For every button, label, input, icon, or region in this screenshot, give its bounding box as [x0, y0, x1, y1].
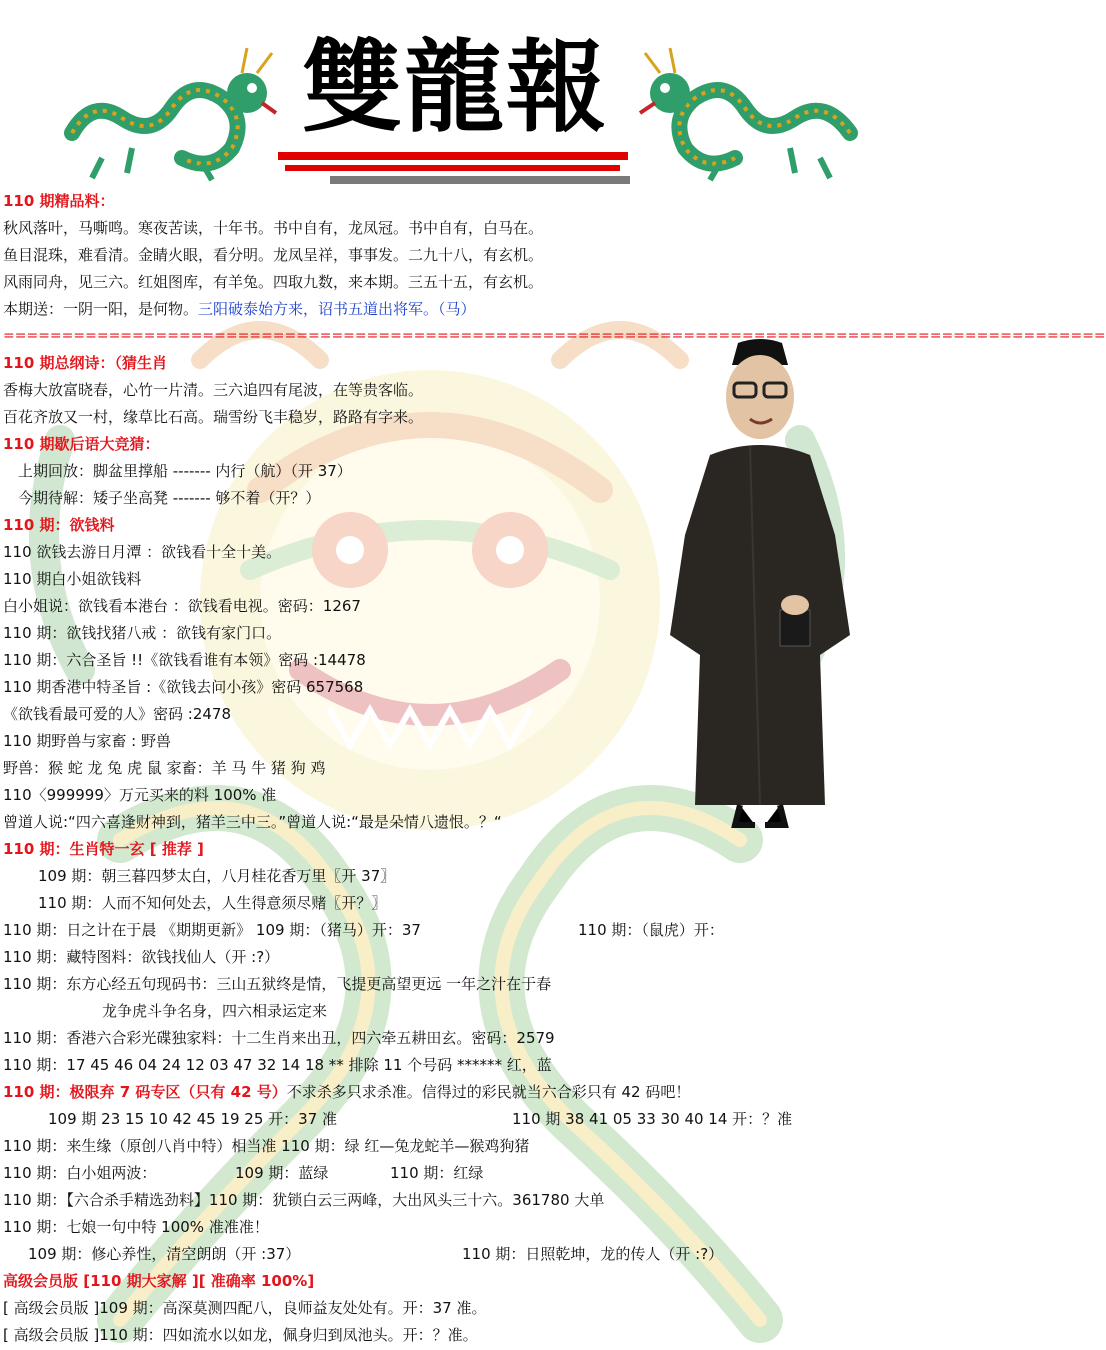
text-line: 110 期 38 41 05 33 30 40 14 开：？准 [512, 1110, 793, 1128]
text-line: 110 期：七娘一句中特 100% 准准准！ [3, 1218, 269, 1236]
section-heading: 110 期歇后语大竞猜： [3, 435, 160, 453]
text-line: 白小姐说：欲钱看本港台 ：欲钱看电视。密码：1267 [3, 597, 361, 615]
text-line: 110 期香港中特圣旨 :《欲钱去问小孩》密码 657568 [3, 678, 364, 696]
text-line: 109 期：蓝绿 [235, 1164, 329, 1182]
send-prefix: 本期送：一阴一阳，是何物。 [3, 300, 199, 318]
text-rest: 不求杀多只求杀准。信得过的彩民就当六合彩只有 42 码吧！ [286, 1083, 691, 1101]
text-line: 上期回放：脚盆里撑船 ------- 内行（航）（开 37） [18, 462, 352, 480]
text-line: 110 期：17 45 46 04 24 12 03 47 32 14 18 ** 排除 11 个号码 ****** 红，蓝 [3, 1056, 552, 1074]
text-line: 109 期：修心养性，清空朗朗（开 :37） [28, 1245, 301, 1263]
text-line: 曾道人说:“四六喜逢财神到，猪羊三中三。”曾道人说:“最是朵情八遗恨。？“ [3, 813, 502, 831]
text-line: 110 欲钱去游日月潭 ：欲钱看十全十美。 [3, 543, 282, 561]
section-heading: 110 期总纲诗：（猜生肖 [3, 354, 168, 372]
text-line: 110 期白小姐欲钱料 [3, 570, 142, 588]
title-underline [278, 152, 628, 160]
text-line: 110 期：红绿 [390, 1164, 484, 1182]
text-line: 110 期：欲钱找猪八戒 ：欲钱有家门口。 [3, 624, 282, 642]
text-line: 香梅大放富晓春，心竹一片清。三六追四有尾波，在等贵客临。 [3, 381, 424, 399]
dragon-right-image [630, 38, 860, 183]
text-line: 野兽：猴 蛇 龙 兔 虎 鼠 家畜：羊 马 牛 猪 狗 鸡 [3, 759, 326, 777]
text-line [3, 1079, 690, 1106]
text-line: 110 期：人而不知何处去，人生得意须尽赌〖开？〗 [38, 894, 387, 912]
text-line: 110 期野兽与家畜 : 野兽 [3, 732, 171, 750]
text-line: 110 期：藏特图料：欲钱找仙人（开 :?） [3, 948, 280, 966]
text-line: 110〈999999〉万元买来的料 100% 准 [3, 786, 277, 804]
section-heading: 110 期：生肖特一玄 [ 推荐 ] [3, 840, 204, 858]
text-line: 110 期：六合圣旨 !!《欲钱看谁有本领》密码 :14478 [3, 651, 366, 669]
text-line: 110 期：日之计在于晨 《期期更新》 109 期：（猪马）开：37 [3, 921, 421, 939]
text-line: [ 高级会员版 ]109 期：高深莫测四配八，良师益友处处有。开：37 准。 [3, 1299, 487, 1317]
title-shadow [330, 176, 630, 184]
text-line: 110 期：东方心经五句现码书：三山五狱终是情，飞提更高望更远 一年之汁在于春 [3, 975, 552, 993]
section-heading: 110 期精品料： [3, 192, 115, 210]
text-line: 龙争虎斗争名身，四六相录运定来 [102, 1002, 328, 1020]
text-line: 110 期：【六合杀手精选劲料】110 期：犹锁白云三两峰，大出风头三十六。361780 大单 [3, 1191, 605, 1209]
section-heading: 110 期：欲钱料 [3, 516, 115, 534]
text-line: 109 期 23 15 10 42 45 19 25 开：37 准 [48, 1110, 338, 1128]
text-line: 百花齐放又一村，缘草比石高。瑞雪纷飞丰稳岁，路路有字来。 [3, 408, 424, 426]
masthead [0, 0, 900, 190]
text-line: 鱼目混珠，难看清。金睛火眼，看分明。龙凤呈祥，事事发。二九十八，有玄机。 [3, 246, 544, 264]
text-line: 110 期：日照乾坤，龙的传人（开 :?） [462, 1245, 724, 1263]
text-line: 秋风落叶，马嘶鸣。寒夜苦读，十年书。书中自有，龙凤冠。书中自有，白马在。 [3, 219, 544, 237]
text-line: [ 高级会员版 ]110 期：四如流水以如龙，佩身归到凤池头。开：？准。 [3, 1326, 478, 1344]
text-line: 110 期：（鼠虎）开： [578, 921, 724, 939]
send-line [3, 296, 476, 323]
text-line: 110 期：来生缘（原创八肖中特）相当准 110 期：绿 红—兔龙蛇羊—猴鸡狗猪 [3, 1137, 530, 1155]
text-line: 风雨同舟，见三六。红姐图库，有羊兔。四取九数，来本期。三五十五，有玄机。 [3, 273, 544, 291]
person-photo [650, 335, 870, 830]
page-title: 雙龍報 [302, 28, 608, 146]
text-line: 110 期：香港六合彩光碟独家料：十二生肖来出丑，四六牵五耕田玄。密码：2579 [3, 1029, 555, 1047]
text-line: 109 期：朝三暮四梦太白，八月桂花香万里〖开 37〗 [38, 867, 396, 885]
section-heading: 高级会员版 [110 期大家解 ][ 准确率 100%] [3, 1272, 315, 1290]
text-line: 今期待解：矮子坐高凳 ------- 够不着（开？） [18, 489, 321, 507]
text-line: 《欲钱看最可爱的人》密码 :2478 [3, 705, 231, 723]
send-answer: 三阳破泰始方来，诏书五道出将军。（马） [198, 300, 476, 318]
dragon-left-image [62, 38, 277, 183]
title-underline-2 [285, 165, 620, 171]
text-line: 110 期：白小姐两波： [3, 1164, 157, 1182]
separator: ============================================================================================== [3, 328, 1106, 344]
highlight-label: 110 期：极限弃 7 码专区（只有 42 号） [3, 1083, 287, 1101]
